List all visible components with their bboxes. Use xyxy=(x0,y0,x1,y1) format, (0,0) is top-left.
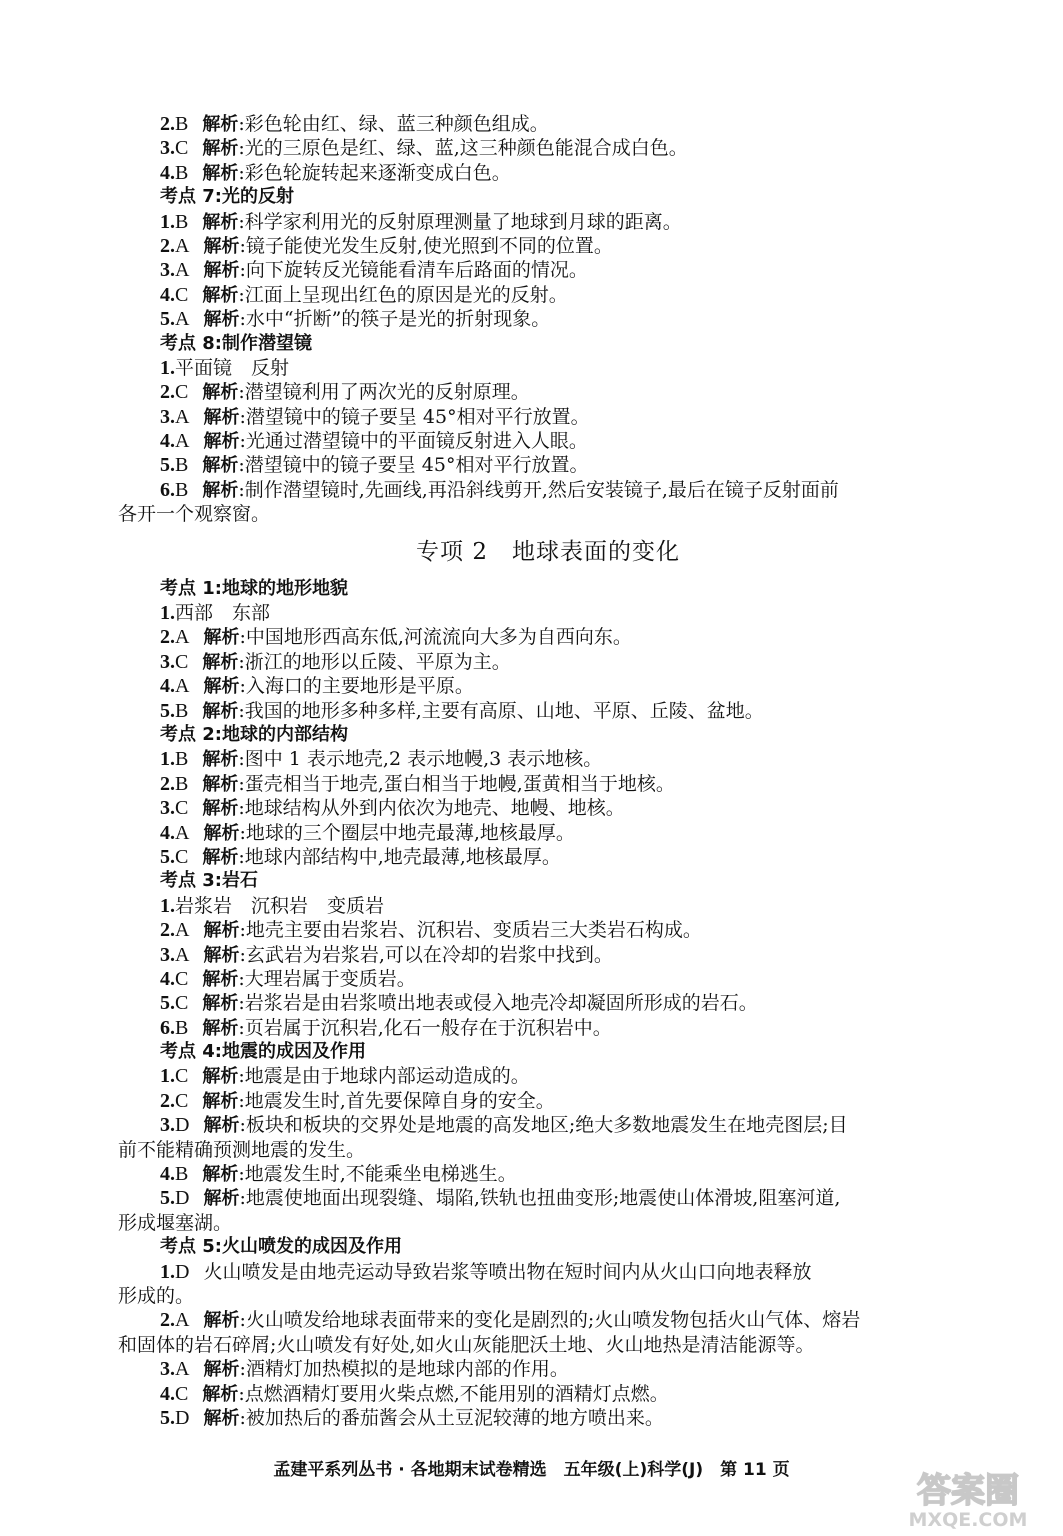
analysis-label: 解析 xyxy=(202,1164,239,1186)
analysis-label: 解析 xyxy=(202,798,239,820)
answer-text: :岩浆岩是由岩浆喷出地表或侵入地壳冷却凝固所形成的岩石。 xyxy=(238,992,758,1015)
question-number: 2. xyxy=(160,1309,175,1332)
answer-text: :板块和板块的交界处是地震的高发地区;绝大多数地震发生在地壳图层;目 xyxy=(239,1114,848,1137)
answer-choice: A xyxy=(175,821,190,844)
question-number: 6. xyxy=(160,1016,175,1039)
answer-choice: C xyxy=(175,797,189,820)
analysis-label: 解析 xyxy=(203,1407,240,1429)
question-number: 5. xyxy=(160,1406,175,1429)
answer-text: 火山喷发是由地壳运动导致岩浆等喷出物在短时间内从火山口向地表释放 xyxy=(203,1260,812,1283)
answer-line xyxy=(118,1308,978,1332)
answer-line xyxy=(118,1382,978,1406)
question-number: 5. xyxy=(160,699,175,722)
analysis-label: 解析 xyxy=(203,431,240,453)
question-number: 6. xyxy=(160,478,175,501)
question-number: 2. xyxy=(160,381,175,404)
answer-choice: A xyxy=(175,430,190,453)
fill-answer-line xyxy=(118,601,978,625)
analysis-label: 解析 xyxy=(202,1090,239,1112)
question-number: 1. xyxy=(160,602,175,625)
answer-line xyxy=(118,234,978,258)
analysis-label: 解析 xyxy=(203,260,240,282)
answer-choice: A xyxy=(175,234,190,257)
answer-choice: D xyxy=(175,1187,190,1210)
continuation-line: 各开一个观察窗。 xyxy=(118,503,271,526)
answer-choice: C xyxy=(175,992,189,1015)
topic-heading: 考点 8:制作潜望镜 xyxy=(160,332,312,354)
bottom-answer-block xyxy=(118,577,978,1431)
answer-choice: B xyxy=(175,748,189,771)
answer-text: :潜望镜中的镜子要呈 45°相对平行放置。 xyxy=(239,405,590,428)
answer-text: 西部 东部 xyxy=(175,602,271,625)
answer-line xyxy=(118,699,978,723)
question-number: 1. xyxy=(160,894,175,917)
answer-line xyxy=(118,453,978,477)
answer-choice: B xyxy=(175,478,189,501)
answer-choice: D xyxy=(175,1406,190,1429)
analysis-label: 解析 xyxy=(202,1066,239,1088)
analysis-label: 解析 xyxy=(203,406,240,428)
answer-text: :向下旋转反光镜能看清车后路面的情况。 xyxy=(239,259,588,282)
answer-line xyxy=(118,258,978,282)
question-number: 1. xyxy=(160,1260,175,1283)
analysis-label: 解析 xyxy=(203,235,240,257)
answer-text: :大理岩属于变质岩。 xyxy=(238,967,416,990)
answer-line xyxy=(118,772,978,796)
answer-line xyxy=(118,918,978,942)
watermark-logo xyxy=(893,1462,1043,1530)
answer-line xyxy=(118,1186,978,1210)
answer-text: :中国地形西高东低,河流流向大多为自西向东。 xyxy=(239,626,632,649)
answer-line xyxy=(118,1260,978,1284)
answer-choice: C xyxy=(175,137,189,160)
question-number: 1. xyxy=(160,1065,175,1088)
fill-answer-line xyxy=(118,894,978,918)
question-number: 5. xyxy=(160,845,175,868)
answer-line xyxy=(118,210,978,234)
answer-choice: D xyxy=(175,1114,190,1137)
answer-choice: A xyxy=(175,405,190,428)
answer-text: :地震发生时,首先要保障自身的安全。 xyxy=(238,1089,555,1112)
analysis-label: 解析 xyxy=(203,676,240,698)
answer-choice: C xyxy=(175,967,189,990)
answer-text: :地震使地面出现裂缝、塌陷,铁轨也扭曲变形;地震使山体滑坡,阻塞河道, xyxy=(239,1187,841,1210)
analysis-label: 解析 xyxy=(202,479,239,501)
answer-choice: C xyxy=(175,1382,189,1405)
answer-choice: A xyxy=(175,1358,190,1381)
answer-line xyxy=(118,112,978,136)
answer-text: :浙江的地形以丘陵、平原为主。 xyxy=(238,650,511,673)
question-number: 4. xyxy=(160,1163,175,1186)
answer-line xyxy=(118,307,978,331)
question-number: 4. xyxy=(160,821,175,844)
answer-choice: B xyxy=(175,454,189,477)
answer-text: :酒精灯加热模拟的是地球内部的作用。 xyxy=(239,1358,569,1381)
answer-text: :蛋壳相当于地壳,蛋白相当于地幔,蛋黄相当于地核。 xyxy=(238,772,675,795)
answer-text: :火山喷发给地球表面带来的变化是剧烈的;火山喷发物包括火山气体、熔岩 xyxy=(239,1309,861,1332)
answer-text: :点燃酒精灯要用火柴点燃,不能用别的酒精灯点燃。 xyxy=(238,1382,669,1405)
answer-text: :地球的三个圈层中地壳最薄,地核最厚。 xyxy=(239,821,575,844)
answer-text: 岩浆岩 沉积岩 变质岩 xyxy=(175,894,385,917)
answer-text: 平面镜 反射 xyxy=(175,356,290,379)
answer-choice: A xyxy=(175,675,190,698)
answer-line xyxy=(118,1357,978,1381)
answer-choice: B xyxy=(175,1016,189,1039)
answer-text: :玄武岩为岩浆岩,可以在冷却的岩浆中找到。 xyxy=(239,943,613,966)
answer-choice: B xyxy=(175,210,189,233)
answer-choice: A xyxy=(175,308,190,331)
analysis-label: 解析 xyxy=(202,138,239,160)
answer-line xyxy=(118,1089,978,1113)
answer-choice: B xyxy=(175,772,189,795)
topic-heading: 考点 1:地球的地形地貌 xyxy=(160,577,348,599)
answer-text: :潜望镜利用了两次光的反射原理。 xyxy=(238,381,530,404)
question-number: 4. xyxy=(160,283,175,306)
answer-line xyxy=(118,796,978,820)
answer-choice: A xyxy=(175,943,190,966)
page-footer: 孟建平系列丛书 · 各地期末试卷精选 五年级(上)科学(J) 第 11 页 xyxy=(273,1460,790,1480)
question-number: 5. xyxy=(160,1187,175,1210)
question-number: 2. xyxy=(160,772,175,795)
answer-line xyxy=(118,1016,978,1040)
analysis-label: 解析 xyxy=(202,211,239,233)
answer-choice: C xyxy=(175,1089,189,1112)
question-number: 1. xyxy=(160,356,175,379)
answer-text: :地球结构从外到内依次为地壳、地幔、地核。 xyxy=(238,797,625,820)
answer-text: :彩色轮由红、绿、蓝三种颜色组成。 xyxy=(238,113,549,135)
answer-line xyxy=(118,943,978,967)
answer-line xyxy=(118,650,978,674)
question-number: 4. xyxy=(160,1382,175,1405)
answer-line xyxy=(118,1064,978,1088)
analysis-label: 解析 xyxy=(202,1017,239,1039)
answer-line xyxy=(118,136,978,160)
analysis-label: 解析 xyxy=(203,822,240,844)
watermark-bottom-text: MXQE.COM xyxy=(908,1509,1028,1530)
analysis-label: 解析 xyxy=(203,627,240,649)
question-number: 2. xyxy=(160,919,175,942)
section-title: 专项 2 地球表面的变化 xyxy=(416,538,680,565)
analysis-label: 解析 xyxy=(202,993,239,1015)
analysis-label: 解析 xyxy=(202,455,239,477)
watermark-top-text: 答案圈 xyxy=(917,1471,1019,1511)
question-number: 2. xyxy=(160,1089,175,1112)
answer-text: :被加热后的番茄酱会从土豆泥较薄的地方喷出来。 xyxy=(239,1406,664,1429)
analysis-label: 解析 xyxy=(203,309,240,331)
topic-heading: 考点 5:火山喷发的成因及作用 xyxy=(160,1236,402,1258)
answer-line xyxy=(118,747,978,771)
answer-text: :光的三原色是红、绿、蓝,这三种颜色能混合成白色。 xyxy=(238,137,688,160)
question-number: 2. xyxy=(160,234,175,257)
answer-choice: B xyxy=(175,161,189,184)
question-number: 3. xyxy=(160,137,175,160)
answer-line xyxy=(118,380,978,404)
answer-text: :我国的地形多种多样,主要有高原、山地、平原、丘陵、盆地。 xyxy=(238,699,764,722)
answer-content xyxy=(118,112,978,1430)
answer-line xyxy=(118,674,978,698)
answer-choice: A xyxy=(175,1309,190,1332)
analysis-label: 解析 xyxy=(203,1359,240,1381)
analysis-label: 解析 xyxy=(202,284,239,306)
continuation-line: 和固体的岩石碎屑;火山喷发有好处,如火山灰能肥沃土地、火山地热是清洁能源等。 xyxy=(118,1333,815,1356)
analysis-label: 解析 xyxy=(202,1383,239,1405)
analysis-label: 解析 xyxy=(203,1188,240,1210)
answer-choice: A xyxy=(175,259,190,282)
answer-text: :地震是由于地球内部运动造成的。 xyxy=(238,1065,530,1088)
answer-choice: A xyxy=(175,919,190,942)
analysis-label: 解析 xyxy=(203,920,240,942)
question-number: 3. xyxy=(160,259,175,282)
answer-line xyxy=(118,845,978,869)
answer-text: :页岩属于沉积岩,化石一般存在于沉积岩中。 xyxy=(238,1016,612,1039)
continuation-line: 形成堰塞湖。 xyxy=(118,1211,233,1234)
top-answer-block xyxy=(118,112,978,527)
answer-text: :地球内部结构中,地壳最薄,地核最厚。 xyxy=(238,845,561,868)
answer-text: :潜望镜中的镜子要呈 45°相对平行放置。 xyxy=(238,454,589,477)
continuation-line: 形成的。 xyxy=(118,1284,195,1307)
answer-line xyxy=(118,161,978,185)
analysis-label: 解析 xyxy=(202,749,239,771)
answer-line xyxy=(118,429,978,453)
analysis-label: 解析 xyxy=(202,651,239,673)
question-number: 3. xyxy=(160,797,175,820)
analysis-label: 解析 xyxy=(202,968,239,990)
analysis-label: 解析 xyxy=(202,162,239,184)
analysis-label: 解析 xyxy=(202,382,239,404)
answer-text: :科学家利用光的反射原理测量了地球到月球的距离。 xyxy=(238,210,682,233)
analysis-label: 解析 xyxy=(202,700,239,722)
answer-text: :光通过潜望镜中的平面镜反射进入人眼。 xyxy=(239,430,588,453)
question-number: 3. xyxy=(160,943,175,966)
question-number: 1. xyxy=(160,748,175,771)
answer-choice: D xyxy=(175,1260,190,1283)
topic-heading: 考点 7:光的反射 xyxy=(160,186,294,208)
answer-line xyxy=(118,1113,978,1137)
question-number: 3. xyxy=(160,405,175,428)
answer-text: :地震发生时,不能乘坐电梯逃生。 xyxy=(238,1163,517,1186)
answer-text: :图中 1 表示地壳,2 表示地幔,3 表示地核。 xyxy=(238,748,603,771)
analysis-label: 解析 xyxy=(202,773,239,795)
answer-choice: C xyxy=(175,381,189,404)
answer-text: :江面上呈现出红色的原因是光的反射。 xyxy=(238,283,568,306)
answer-text: :入海口的主要地形是平原。 xyxy=(239,675,474,698)
question-number: 4. xyxy=(160,161,175,184)
answer-choice: B xyxy=(175,1163,189,1186)
question-number: 5. xyxy=(160,454,175,477)
answer-choice: C xyxy=(175,1065,189,1088)
question-number: 2. xyxy=(160,626,175,649)
analysis-label: 解析 xyxy=(202,846,239,868)
answer-line xyxy=(118,405,978,429)
answer-text: :制作潜望镜时,先画线,再沿斜线剪开,然后安装镜子,最后在镜子反射面前 xyxy=(238,478,839,501)
analysis-label: 解析 xyxy=(202,114,239,135)
answer-choice: C xyxy=(175,283,189,306)
continuation-line: 前不能精确预测地震的发生。 xyxy=(118,1138,366,1161)
question-number: 3. xyxy=(160,650,175,673)
answer-line xyxy=(118,967,978,991)
fill-answer-line xyxy=(118,356,978,380)
question-number: 5. xyxy=(160,308,175,331)
question-number: 3. xyxy=(160,1358,175,1381)
topic-heading: 考点 4:地震的成因及作用 xyxy=(160,1041,366,1063)
answer-line xyxy=(118,1162,978,1186)
analysis-label: 解析 xyxy=(203,944,240,966)
answer-choice: C xyxy=(175,845,189,868)
answer-text: :镜子能使光发生反射,使光照到不同的位置。 xyxy=(239,234,613,257)
question-number: 3. xyxy=(160,1114,175,1137)
analysis-label: 解析 xyxy=(203,1310,240,1332)
answer-line xyxy=(118,283,978,307)
answer-text: :水中“折断”的筷子是光的折射现象。 xyxy=(239,308,551,331)
topic-heading: 考点 3:岩石 xyxy=(160,870,258,892)
answer-line xyxy=(118,991,978,1015)
question-number: 4. xyxy=(160,430,175,453)
answer-line xyxy=(118,625,978,649)
answer-line xyxy=(118,1406,978,1430)
question-number: 2. xyxy=(160,113,175,135)
question-number: 4. xyxy=(160,675,175,698)
answer-choice: B xyxy=(175,699,189,722)
answer-text: :地壳主要由岩浆岩、沉积岩、变质岩三大类岩石构成。 xyxy=(239,919,702,942)
answer-choice: B xyxy=(175,113,189,135)
answer-line xyxy=(118,478,978,502)
question-number: 1. xyxy=(160,210,175,233)
answer-choice: C xyxy=(175,650,189,673)
answer-line xyxy=(118,821,978,845)
question-number: 5. xyxy=(160,992,175,1015)
question-number: 4. xyxy=(160,967,175,990)
analysis-label: 解析 xyxy=(203,1115,240,1137)
answer-text: :彩色轮旋转起来逐渐变成白色。 xyxy=(238,161,511,184)
answer-choice: A xyxy=(175,626,190,649)
topic-heading: 考点 2:地球的内部结构 xyxy=(160,723,348,745)
